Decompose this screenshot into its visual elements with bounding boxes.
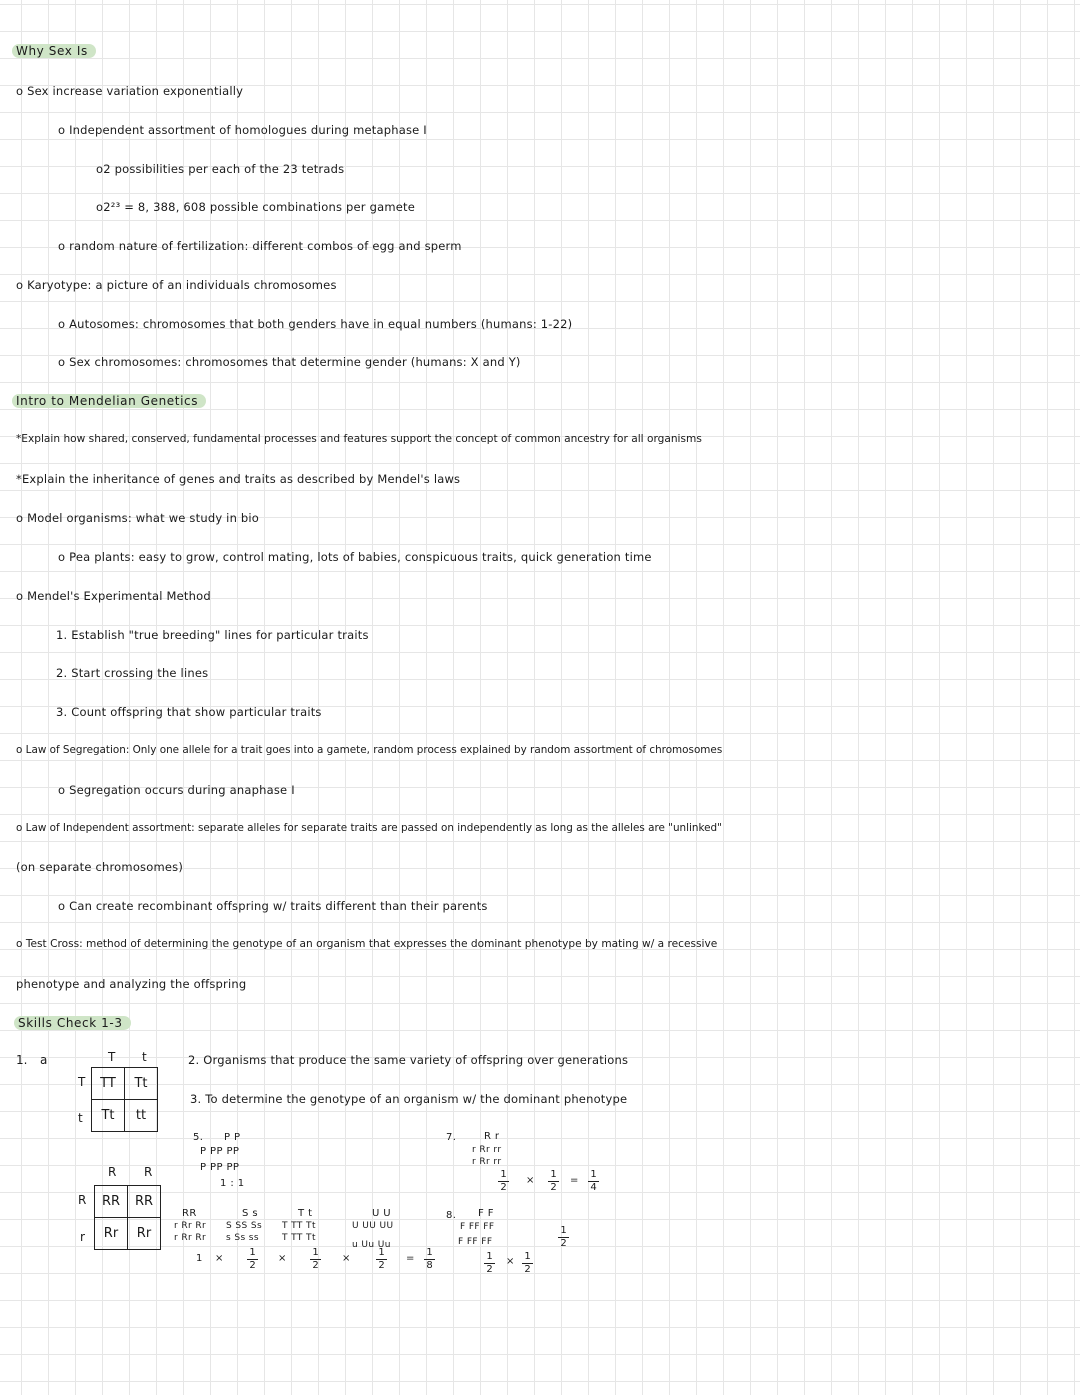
punnett1-col-header: T (108, 1050, 116, 1064)
note-line: o Sex increase variation exponentially (16, 84, 244, 98)
punnett1-row-header: T (78, 1075, 86, 1089)
punnett-square-2 (94, 1185, 161, 1250)
answer-7-result: 1 4 (588, 1170, 599, 1193)
note-line: o Karyotype: a picture of an individuals chromosomes (16, 278, 337, 292)
note-line: o Pea plants: easy to grow, control mating, lots of babies, conspicuous traits, quick generation time (58, 550, 652, 564)
note-line: o Test Cross: method of determining the genotype of an organism that expresses the dominant phenotype by mating w/ a recessive (16, 938, 718, 950)
punnett-cell: Tt (125, 1068, 158, 1100)
answer-6-cross-header: S s (242, 1208, 258, 1219)
note-line: o random nature of fertilization: different combos of egg and sperm (58, 239, 462, 253)
heading-why-sex-is: Why Sex Is (12, 44, 96, 58)
answer-6-cross-row: s Ss ss (226, 1233, 259, 1243)
note-line: o Law of Segregation: Only one allele for a trait goes into a gamete, random process explained by random assortment of chromosomes (16, 744, 723, 756)
answer-6-cross-row: T TT Tt (282, 1233, 316, 1243)
answer-7-fraction: 1 2 (498, 1170, 509, 1193)
answer-5-row: P PP PP (200, 1162, 240, 1173)
answer-6-cross-row: r Rr Rr (174, 1221, 207, 1231)
punnett-cell: Rr (95, 1218, 128, 1250)
answer-6-cross-header: T t (298, 1208, 313, 1219)
answer-6-result: 1 8 (424, 1248, 435, 1271)
answer-6-times: × (278, 1253, 287, 1264)
note-line: (on separate chromosomes) (16, 860, 184, 874)
note-line: o2 possibilities per each of the 23 tetrads (96, 162, 345, 176)
punnett-cell: Tt (92, 1100, 125, 1132)
answer-5-header: P P (224, 1132, 241, 1143)
answer-6-term: 1 (196, 1253, 203, 1264)
answer-5-row: P PP PP (200, 1146, 240, 1157)
answer-2: 2. Organisms that produce the same variety of offspring over generations (188, 1053, 629, 1067)
answer-7-label: 7. (446, 1132, 457, 1143)
note-line: o Independent assortment of homologues during metaphase I (58, 123, 427, 137)
answer-6-cross-row: r Rr Rr (174, 1233, 207, 1243)
answer-6-cross-header: RR (182, 1208, 197, 1219)
note-line: 3. Count offspring that show particular traits (56, 705, 322, 719)
answer-8-row: F FF FF (458, 1237, 493, 1247)
answer-7-equals: = (570, 1175, 579, 1186)
answer-8-fraction: 1 2 (484, 1252, 495, 1275)
note-line: *Explain the inheritance of genes and traits as described by Mendel's laws (16, 472, 461, 486)
note-line: 1. Establish "true breeding" lines for particular traits (56, 628, 369, 642)
punnett2-col-header: R (144, 1165, 153, 1179)
question-1a-label: a (40, 1053, 48, 1067)
answer-7-header: R r (484, 1131, 500, 1142)
answer-7-row: r Rr rr (472, 1157, 502, 1167)
note-line: 2. Start crossing the lines (56, 666, 209, 680)
punnett-cell: TT (92, 1068, 125, 1100)
question-1-label: 1. (16, 1053, 28, 1067)
answer-8-row: F FF FF (460, 1222, 495, 1232)
punnett-cell: RR (95, 1186, 128, 1218)
answer-7-row: r Rr rr (472, 1145, 502, 1155)
answer-6-equals: = (406, 1253, 415, 1264)
answer-5-ratio: 1 : 1 (220, 1178, 245, 1189)
punnett-cell: Rr (128, 1218, 161, 1250)
heading-intro-mendelian-genetics: Intro to Mendelian Genetics (12, 394, 206, 408)
answer-6-cross-header: U U (372, 1208, 392, 1219)
note-line: o Mendel's Experimental Method (16, 589, 211, 603)
answer-7-fraction: 1 2 (548, 1170, 559, 1193)
note-line: o Sex chromosomes: chromosomes that determine gender (humans: X and Y) (58, 355, 521, 369)
note-line: o Segregation occurs during anaphase I (58, 783, 295, 797)
heading-skills-check: Skills Check 1-3 (14, 1016, 131, 1030)
punnett2-col-header: R (108, 1165, 117, 1179)
answer-7-times: × (526, 1175, 535, 1186)
note-line: *Explain how shared, conserved, fundamental processes and features support the concept of common ancestry for all organisms (16, 433, 702, 445)
punnett-cell: tt (125, 1100, 158, 1132)
answer-8-label: 8. (446, 1210, 457, 1221)
punnett2-row-header: r (80, 1230, 85, 1244)
punnett2-row-header: R (78, 1193, 87, 1207)
note-line: o Autosomes: chromosomes that both genders have in equal numbers (humans: 1-22) (58, 317, 573, 331)
punnett-square-1 (91, 1067, 158, 1132)
answer-6-cross-row: U UU UU (352, 1221, 394, 1231)
note-line: phenotype and analyzing the offspring (16, 977, 247, 991)
answer-6-cross-row: S SS Ss (226, 1221, 263, 1231)
answer-8-header: F F (478, 1208, 494, 1219)
answer-6-cross-row: u Uu Uu (352, 1240, 391, 1250)
note-line: o Model organisms: what we study in bio (16, 511, 260, 525)
answer-6-fraction: 1 2 (376, 1248, 387, 1271)
answer-6-fraction: 1 2 (247, 1248, 258, 1271)
punnett1-row-header: t (78, 1111, 83, 1125)
answer-6-times: × (342, 1253, 351, 1264)
note-line: o2²³ = 8, 388, 608 possible combinations per gamete (96, 200, 415, 214)
answer-8-result: 1 2 (558, 1226, 569, 1249)
note-line: o Can create recombinant offspring w/ traits different than their parents (58, 899, 488, 913)
punnett-cell: RR (128, 1186, 161, 1218)
answer-5-label: 5. (193, 1132, 204, 1143)
answer-6-fraction: 1 2 (310, 1248, 321, 1271)
punnett1-col-header: t (142, 1050, 147, 1064)
answer-3: 3. To determine the genotype of an organism w/ the dominant phenotype (190, 1092, 628, 1106)
answer-8-times: × (506, 1256, 515, 1267)
note-line: o Law of Independent assortment: separate alleles for separate traits are passed on independently as long as the alleles are "unlinked" (16, 822, 722, 834)
answer-6-cross-row: T TT Tt (282, 1221, 316, 1231)
answer-6-times: × (215, 1253, 224, 1264)
answer-8-fraction: 1 2 (522, 1252, 533, 1275)
